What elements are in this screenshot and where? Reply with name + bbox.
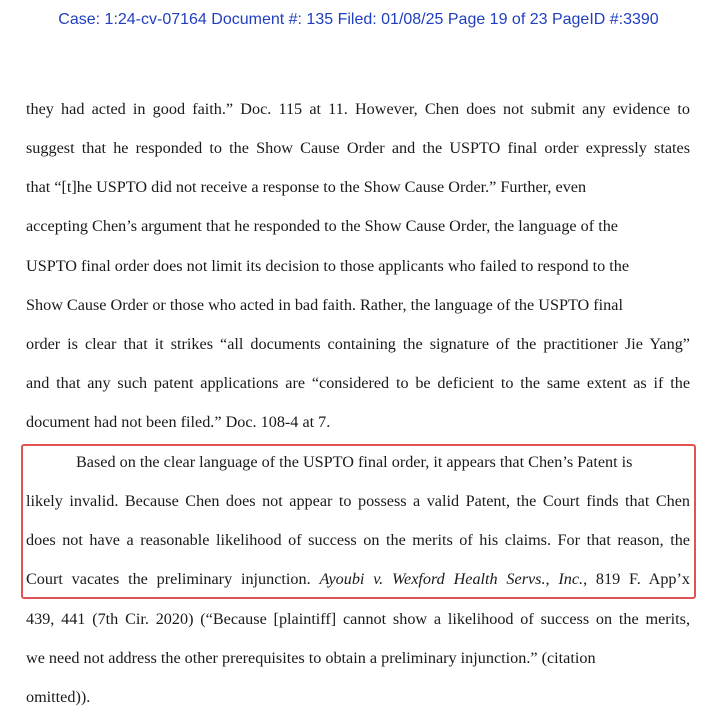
text-line: order is clear that it strikes “all documents containing the signature of the practitioner Jie Yang” — [26, 335, 690, 353]
citation-line — [26, 569, 690, 589]
text-line: 439, 441 (7th Cir. 2020) (“Because [plaintiff] cannot show a likelihood of success on the merits, — [26, 610, 690, 628]
text-line: omitted)). — [26, 688, 91, 706]
text-line: they had acted in good faith.” Doc. 115 at 11. However, Chen does not submit any evidence to — [26, 100, 690, 118]
text-line: accepting Chen’s argument that he responded to the Show Cause Order, the language of the — [26, 217, 618, 235]
text-line: we need not address the other prerequisites to obtain a preliminary injunction.” (citation — [26, 649, 596, 667]
text-line: document had not been filed.” Doc. 108-4 at 7. — [26, 413, 331, 431]
text-line: Show Cause Order or those who acted in bad faith. Rather, the language of the USPTO final — [26, 296, 623, 314]
case-header: Case: 1:24-cv-07164 Document #: 135 Filed: 01/08/25 Page 19 of 23 PageID #:3390 — [58, 11, 659, 28]
text-line: that “[t]he USPTO did not receive a response to the Show Cause Order.” Further, even — [26, 178, 587, 196]
text-line: and that any such patent applications are “considered to be deficient to the same extent as if the — [26, 374, 690, 392]
citation-reporter: , 819 F. App’x — [583, 570, 690, 588]
case-name: Ayoubi v. Wexford Health Servs., Inc. — [319, 570, 584, 588]
text-line: does not have a reasonable likelihood of success on the merits of his claims. For that reason, the — [26, 531, 690, 549]
text-line: USPTO final order does not limit its decision to those applicants who failed to respond to the — [26, 257, 630, 275]
text-line: suggest that he responded to the Show Cause Order and the USPTO final order expressly states — [26, 139, 690, 157]
citation-lead-text: Court vacates the preliminary injunction. — [26, 570, 320, 588]
text-line: likely invalid. Because Chen does not appear to possess a valid Patent, the Court finds that Chen — [26, 492, 690, 510]
text-line: Based on the clear language of the USPTO final order, it appears that Chen’s Patent is — [76, 453, 633, 471]
